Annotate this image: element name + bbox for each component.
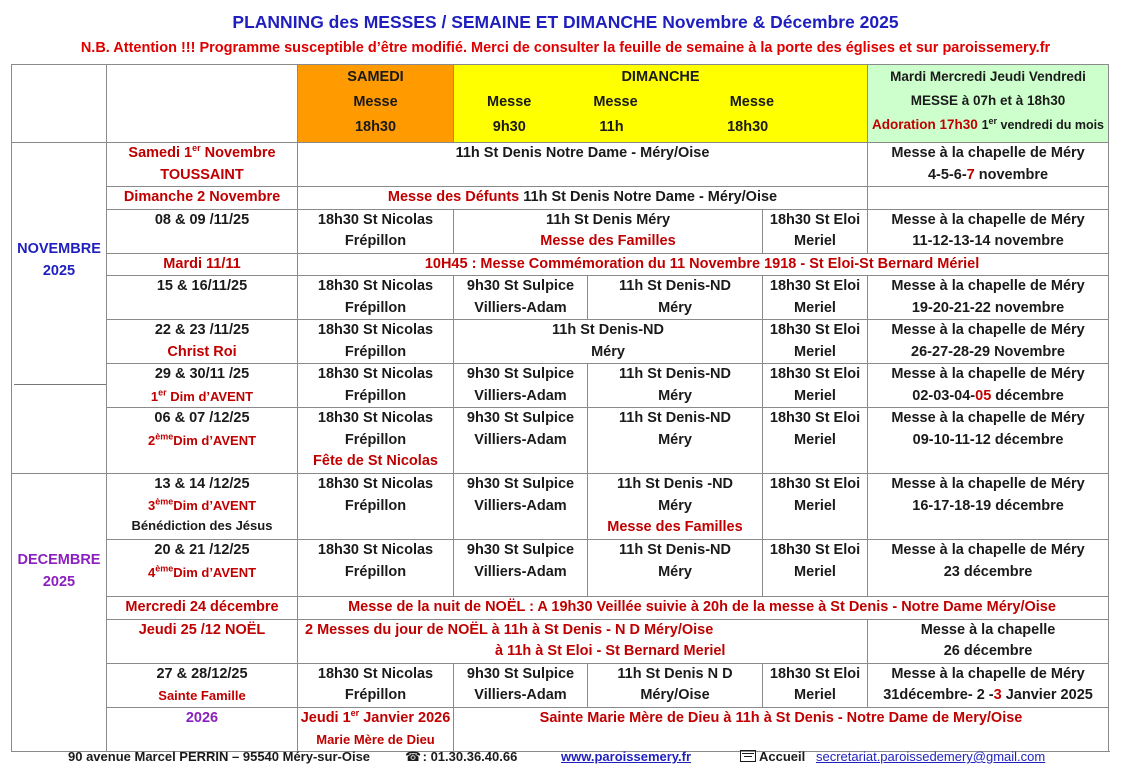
date-cell: 22 & 23 /11/25 Christ Roi <box>107 320 298 364</box>
accueil-label: Accueil <box>740 749 805 764</box>
address: 90 avenue Marcel PERRIN – 95540 Méry-sur-Oise <box>68 749 371 764</box>
sulpice-cell: 9h30 St Sulpice Villiers-Adam <box>454 663 588 707</box>
row-1-janvier <box>12 707 1109 751</box>
weekday-cell: Messe à la chapelle de Méry 4-5-6-7 novembre <box>868 143 1109 187</box>
date-cell: Mercredi 24 décembre <box>107 597 298 620</box>
row-toussaint <box>12 143 1109 187</box>
sulpice-cell: 9h30 St Sulpice Villiers-Adam <box>454 276 588 320</box>
corner-cell <box>12 65 107 143</box>
denis-cell: 11h St Denis-ND Méry <box>588 364 763 408</box>
row-2-avent <box>12 408 1109 474</box>
page-title: PLANNING des MESSES / SEMAINE ET DIMANCHE Novembre & Décembre 2025 <box>232 12 899 32</box>
weekday-cell: Messe à la chapelle de Méry 23 décembre <box>868 540 1109 597</box>
mail-icon <box>740 750 756 762</box>
weekday-cell: Messe à la chapelle de Méry 26-27-28-29 Novembre <box>868 320 1109 364</box>
weekday-cell: Messe à la chapelle de Méry 16-17-18-19 décembre <box>868 474 1109 540</box>
sulpice-cell: 9h30 St Sulpice Villiers-Adam <box>454 408 588 474</box>
mass-cell: 2 Messes du jour de NOËL à 11h à St Denis - N D Méry/Oise à 11h à St Eloi - St Bernard Meriel <box>298 619 868 663</box>
denis-cell: 11h St Denis-ND Méry <box>588 276 763 320</box>
website-link[interactable]: www.paroissemery.fr <box>561 749 692 764</box>
eloi-cell: 18h30 St Eloi Meriel <box>763 540 868 597</box>
date-cell: Samedi 1er Novembre TOUSSAINT <box>107 143 298 187</box>
date-cell: 08 & 09 /11/25 <box>107 209 298 253</box>
date-cell: 15 & 16/11/25 <box>107 276 298 320</box>
date-cell: 20 & 21 /12/25 4èmeDim d’AVENT <box>107 540 298 597</box>
date-cell: Jeudi 25 /12 NOËL <box>107 619 298 663</box>
month-2026: 2026 <box>107 707 298 751</box>
row-defunts <box>12 187 1109 210</box>
date-cell: 27 & 28/12/25 Sainte Famille <box>107 663 298 707</box>
denis-cell: 11h St Denis -ND Méry Messe des Familles <box>588 474 763 540</box>
sulpice-cell: 9h30 St Sulpice Villiers-Adam <box>454 540 588 597</box>
eloi-cell: 18h30 St Eloi Meriel <box>763 408 868 474</box>
samedi-cell: 18h30 St Nicolas Frépillon <box>298 364 454 408</box>
mass-cell: Messe des Défunts 11h St Denis Notre Dame - Méry/Oise <box>298 187 868 210</box>
month-novembre: NOVEMBRE 2025 <box>12 143 107 474</box>
samedi-cell: 18h30 St Nicolas Frépillon <box>298 540 454 597</box>
row-1-avent <box>12 364 1109 408</box>
row-4-avent <box>12 540 1109 597</box>
header-row <box>12 65 1109 143</box>
email-link[interactable]: secretariat.paroissedemery@gmail.com <box>816 749 1046 764</box>
eloi-cell: 18h30 St Eloi Meriel <box>763 209 868 253</box>
row-15-16-11 <box>12 276 1109 320</box>
denis-cell: 11h St Denis-ND Méry <box>588 540 763 597</box>
weekday-cell: Messe à la chapelle de Méry 02-03-04-05 décembre <box>868 364 1109 408</box>
date-cell: 29 & 30/11 /25 1er Dim d’AVENT <box>107 364 298 408</box>
eloi-cell: 18h30 St Eloi Meriel <box>763 276 868 320</box>
eloi-cell: 18h30 St Eloi Meriel <box>763 474 868 540</box>
row-11-novembre <box>12 253 1109 276</box>
weekday-cell: Messe à la chapelle de Méry 09-10-11-12 décembre <box>868 408 1109 474</box>
row-3-avent <box>12 474 1109 540</box>
header-weekdays: Mardi Mercredi Jeudi Vendredi MESSE à 07h et à 18h30 Adoration 17h30 1er vendredi du mois <box>868 65 1109 143</box>
phone-icon: ☎ <box>405 749 422 764</box>
samedi-cell: 18h30 St Nicolas Frépillon <box>298 320 454 364</box>
mass-schedule-table <box>11 64 1109 752</box>
denis-cell: 11h St Denis N D Méry/Oise <box>588 663 763 707</box>
samedi-cell: 18h30 St Nicolas Frépillon <box>298 209 454 253</box>
samedi-cell: 18h30 St Nicolas Frépillon <box>298 663 454 707</box>
eloi-cell: 18h30 St Eloi Meriel <box>763 320 868 364</box>
weekday-cell <box>868 187 1109 210</box>
weekday-cell: Messe à la chapelle de Méry 11-12-13-14 novembre <box>868 209 1109 253</box>
phone: ☎ : 01.30.36.40.66 <box>405 749 518 764</box>
mass-cell: 10H45 : Messe Commémoration du 11 Novembre 1918 - St Eloi-St Bernard Mériel <box>298 253 1109 276</box>
date-cell: Dimanche 2 Novembre <box>107 187 298 210</box>
month-decembre: DECEMBRE 2025 <box>12 474 107 752</box>
date-cell: Jeudi 1er Janvier 2026 Marie Mère de Dieu <box>298 707 454 751</box>
mass-cell: Sainte Marie Mère de Dieu à 11h à St Denis - Notre Dame de Mery/Oise <box>454 707 1109 751</box>
mass-cell: 11h St Denis Notre Dame - Méry/Oise <box>298 143 868 187</box>
eloi-cell: 18h30 St Eloi Meriel <box>763 364 868 408</box>
mass-cell: Messe de la nuit de NOËL : A 19h30 Veillée suivie à 20h de la messe à St Denis - Notre Dame Méry/Oise <box>298 597 1109 620</box>
samedi-cell: 18h30 St Nicolas Frépillon <box>298 276 454 320</box>
date-cell: 06 & 07 /12/25 2èmeDim d’AVENT <box>107 408 298 474</box>
dimanche-cell: 11h St Denis Méry Messe des Familles <box>454 209 763 253</box>
date-cell: 13 & 14 /12/25 3èmeDim d’AVENT Bénédiction des Jésus <box>107 474 298 540</box>
month-divider <box>14 384 106 385</box>
row-08-09-11 <box>12 209 1109 253</box>
footer <box>0 749 1131 769</box>
row-christ-roi <box>12 320 1109 364</box>
weekday-cell: Messe à la chapelle de Méry 31décembre- 2 -3 Janvier 2025 <box>868 663 1109 707</box>
eloi-cell: 18h30 St Eloi Meriel <box>763 663 868 707</box>
row-sainte-famille <box>12 663 1109 707</box>
date-cell: Mardi 11/11 <box>107 253 298 276</box>
samedi-cell: 18h30 St Nicolas Frépillon Fête de St Nicolas <box>298 408 454 474</box>
row-nuit-noel <box>12 597 1109 620</box>
weekday-cell: Messe à la chapelle de Méry 19-20-21-22 novembre <box>868 276 1109 320</box>
notice-banner: N.B. Attention !!! Programme susceptible d’être modifié. Merci de consulter la feuille de semaine à la porte des églises et sur paroissemery.fr <box>80 40 1051 56</box>
header-dimanche: DIMANCHE Messe Messe Messe 9h30 11h 18h30 <box>454 65 868 143</box>
sulpice-cell: 9h30 St Sulpice Villiers-Adam <box>454 474 588 540</box>
corner-cell-2 <box>107 65 298 143</box>
samedi-cell: 18h30 St Nicolas Frépillon <box>298 474 454 540</box>
header-samedi: SAMEDI Messe 18h30 <box>298 65 454 143</box>
weekday-cell: Messe à la chapelle 26 décembre <box>868 619 1109 663</box>
denis-cell: 11h St Denis-ND Méry <box>588 408 763 474</box>
dimanche-cell: 11h St Denis-ND Méry <box>454 320 763 364</box>
row-noel <box>12 619 1109 663</box>
sulpice-cell: 9h30 St Sulpice Villiers-Adam <box>454 364 588 408</box>
